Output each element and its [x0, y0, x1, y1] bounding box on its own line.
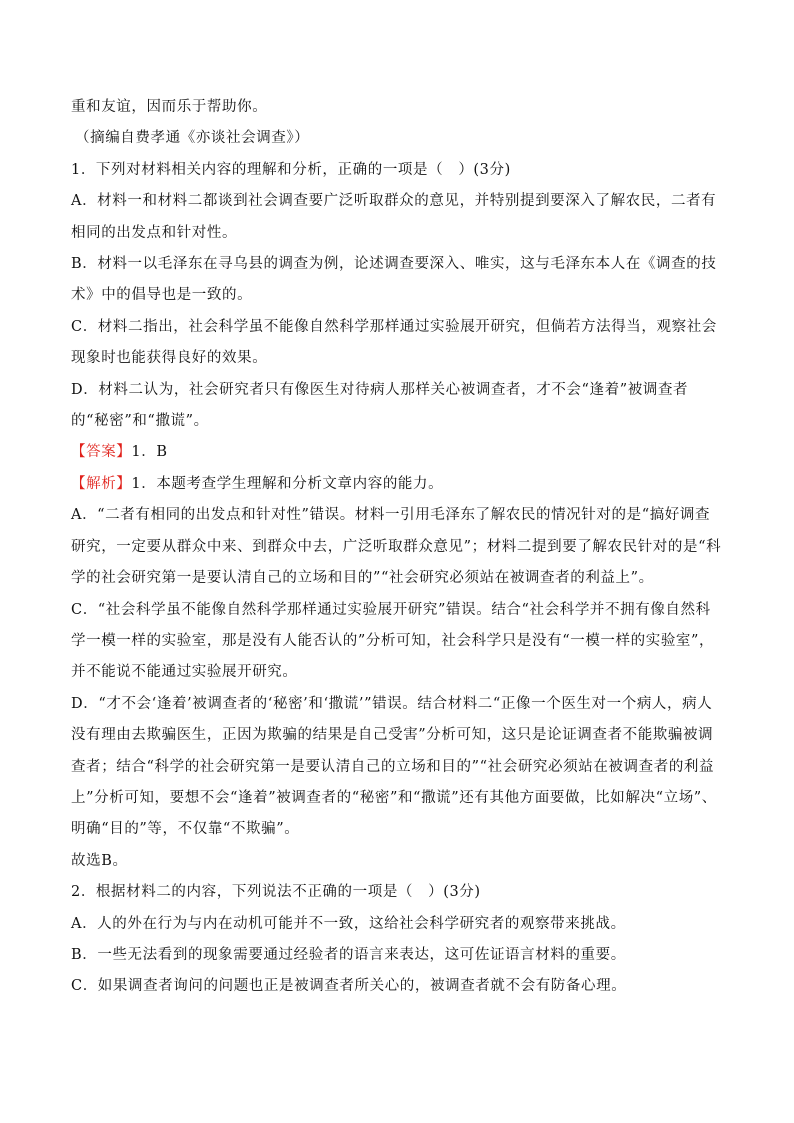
analysis-option-a: A．“二者有相同的出发点和针对性”错误。材料一引用毛泽东了解农民的情况针对的是“搞好调查研究，一定要从群众中来、到群众中去，广泛听取群众意见”；材料二提到要了解农民针对的是“科学的社会研究第一是要认清自己的立场和目的”“社会研究必须站在被调查者的利益上”。 — [71, 507, 722, 587]
answer-tag: 【答案】 — [71, 444, 132, 461]
question-2-option-b: B．一些无法看到的现象需要通过经验者的语言来表达，这可佐证语言材料的重要。 — [71, 946, 626, 963]
question-1-stem: 1．下列对材料相关内容的理解和分析，正确的一项是（ ）(3分) — [71, 161, 511, 178]
question-1-option-a: A．材料一和材料二都谈到社会调查要广泛听取群众的意见，并特别提到要深入了解农民，二者有相同的出发点和针对性。 — [71, 193, 717, 241]
final-choice: 故选B。 — [71, 852, 128, 869]
analysis-tag: 【解析】 — [71, 475, 132, 492]
question-2-option-a: A．人的外在行为与内在动机可能并不一致，这给社会科学研究者的观察带来挑战。 — [71, 915, 626, 932]
question-1-option-c: C．材料二指出，社会科学虽不能像自然科学那样通过实验展开研究，但倘若方法得当，观察社会现象时也能获得良好的效果。 — [71, 318, 717, 367]
analysis-option-c: C．“社会科学虽不能像自然科学那样通过实验展开研究”错误。结合“社会科学并不拥有像自然科学一模一样的实验室，那是没有人能否认的”分析可知，社会科学只是没有“一模一样的实验室”，并不能说不能通过实验展开研究。 — [71, 601, 715, 681]
question-2-stem: 2．根据材料二的内容，下列说法不正确的一项是（ ）(3分) — [71, 884, 481, 901]
question-2-option-c: C．如果调查者询问的问题也正是被调查者所关心的，被调查者就不会有防备心理。 — [71, 978, 627, 995]
analysis-text: 1．本题考查学生理解和分析文章内容的能力。 — [131, 475, 444, 492]
source-citation: （摘编自费孝通《亦谈社会调查》） — [75, 130, 310, 147]
answer-text: 1．B — [131, 444, 168, 461]
question-1-option-b: B．材料一以毛泽东在寻乌县的调查为例，论述调查要深入、唯实，这与毛泽东本人在《调查的技术》中的倡导也是一致的。 — [71, 256, 717, 304]
question-1-option-d: D．材料二认为，社会研究者只有像医生对待病人那样关心被调查者，才不会“逢着”被调查者的“秘密”和“撒谎”。 — [71, 381, 689, 430]
intro-tail-text: 重和友谊，因而乐于帮助你。 — [71, 99, 268, 115]
document-page — [71, 92, 725, 1003]
analysis-option-d: D．“才不会‘逢着’被调查者的‘秘密’和‘撒谎’”错误。结合材料二“正像一个医生对一个病人，病人没有理由去欺骗医生，正因为欺骗的结果是自己受害”分析可知，这只是论证调查者不能欺骗被调查者；结合“科学的社会研究第一是要认清自己的立场和目的”“社会研究必须站在被调查者的利益上”分析可知，要想不会“逢着”被调查者的“秘密”和“撒谎”还有其他方面要做，比如解决“立场”、明确“目的”等，不仅靠“不欺骗”。 — [71, 695, 717, 838]
analysis-line — [71, 469, 725, 500]
answer-line — [71, 437, 725, 468]
